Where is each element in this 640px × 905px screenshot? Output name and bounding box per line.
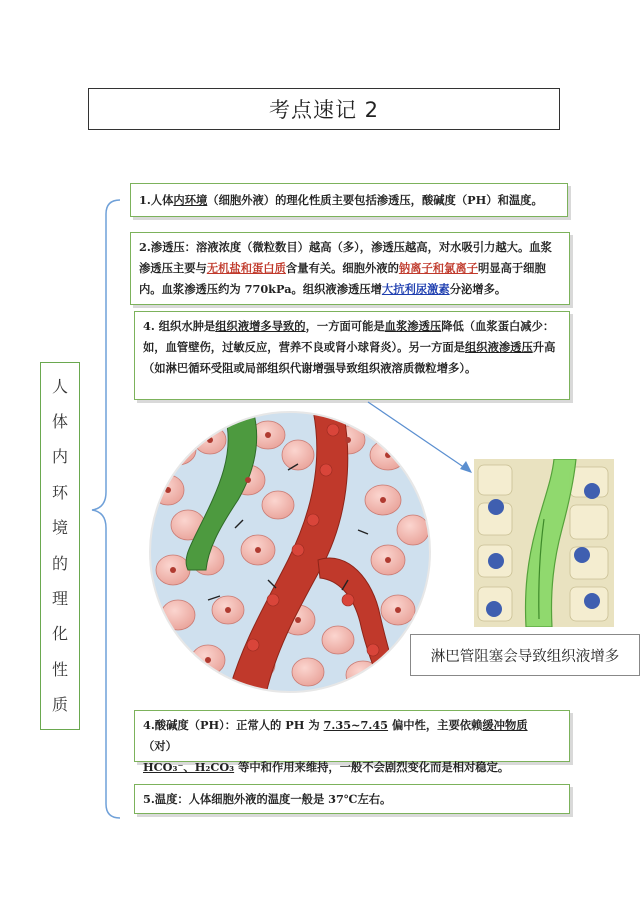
side-char: 质 xyxy=(51,695,68,715)
card4-underline-1: 7.35~7.45 xyxy=(323,718,389,732)
side-label-box xyxy=(40,362,80,730)
card3-underline-2: 血浆渗透压 xyxy=(384,319,442,333)
card-temperature xyxy=(134,784,570,814)
card-ph xyxy=(134,710,570,774)
card3-text-2: ，一方面可能是 xyxy=(305,319,385,333)
card4-underline-2: 缓冲物质 xyxy=(482,718,528,732)
card4-underline-3: HCO₃⁻、H₂CO₃ xyxy=(143,760,235,774)
card4-text-1: 4.酸碱度（PH）：正常人的 PH 为 xyxy=(143,718,324,732)
card4-text-3: （对） xyxy=(143,739,177,753)
side-char: 境 xyxy=(51,518,68,538)
side-char: 环 xyxy=(51,482,68,502)
curly-brace xyxy=(84,196,124,826)
tissue-cells-image xyxy=(148,410,432,694)
card-osmotic-pressure xyxy=(130,232,570,305)
lymph-vessel-illustration xyxy=(474,459,614,627)
page-title: 考点速记 2 xyxy=(88,88,560,130)
card2-text-4: 分泌增多。 xyxy=(449,282,507,296)
card2-text-2: 含量有关。细胞外液的 xyxy=(285,261,399,275)
card3-text-4: 升高（如淋巴循环受阻或局部组织代谢增强导致组织液溶质微粒增多）。 xyxy=(143,340,556,375)
card5-text: 5.温度：人体细胞外液的温度一般是 37℃左右。 xyxy=(143,792,392,806)
side-char: 性 xyxy=(51,659,68,679)
side-char: 人 xyxy=(51,376,68,396)
side-char: 体 xyxy=(51,412,68,432)
side-char: 化 xyxy=(51,624,68,644)
card3-text-3: 降低（血浆蛋白减少：如，血管壁伤，过敏反应，营养不良或肾小球肾炎）。另一方面是 xyxy=(143,319,555,354)
card4-text-2: 偏中性，主要依赖 xyxy=(388,718,483,732)
lymph-caption: 淋巴管阻塞会导致组织液增多 xyxy=(410,634,640,676)
card1-underline: 内环境 xyxy=(173,193,208,207)
card-tissue-edema xyxy=(134,311,570,400)
card2-text-1: 2.渗透压：溶液浓度（微粒数目）越高（多），渗透压越高，对水吸引力越大。血浆渗透压主要与 xyxy=(139,240,552,275)
card2-highlight-2: 钠离子和氯离子 xyxy=(398,261,478,275)
tissue-illustration xyxy=(148,410,432,694)
card4-text-4: 等中和作用来维持，一般不会剧烈变化而是相对稳定。 xyxy=(234,760,510,774)
side-char: 理 xyxy=(51,589,68,609)
side-char: 的 xyxy=(51,553,68,573)
side-char: 内 xyxy=(51,447,68,467)
card1-text-post: （细胞外液）的理化性质主要包括渗透压，酸碱度（PH）和温度。 xyxy=(207,193,543,207)
card3-underline-3: 组织液渗透压 xyxy=(464,340,533,354)
card1-text-pre: 1.人体 xyxy=(139,193,174,207)
card-internal-environment xyxy=(130,183,568,217)
card2-text-3: 明显高于细胞内。血浆渗透压约为 770kPa。组织液渗透压增 xyxy=(139,261,546,296)
card2-highlight-1: 无机盐和蛋白质 xyxy=(206,261,286,275)
lymph-vessel-image xyxy=(474,459,614,627)
card3-text-1: 4. 组织水肿是 xyxy=(143,319,216,333)
card2-highlight-3: 大抗利尿激素 xyxy=(381,282,450,296)
card3-underline-1: 组织液增多导致的 xyxy=(215,319,306,333)
